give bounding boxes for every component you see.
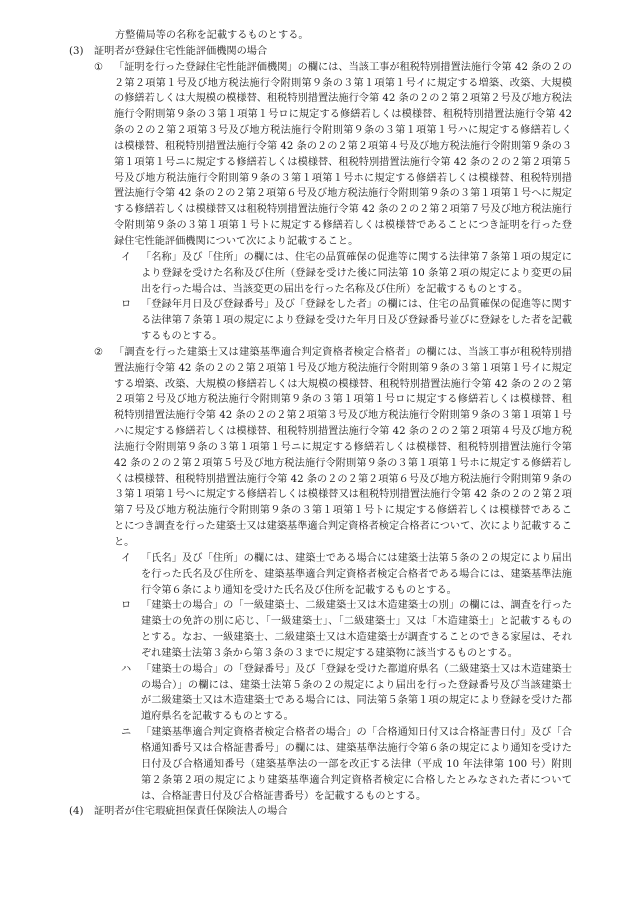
subitem-marker: イ — [121, 251, 132, 263]
subitem-marker: ロ — [121, 299, 132, 311]
continuation-line: 方整備局等の名称を記載するものとする。 — [115, 30, 309, 41]
subitem-text: 「建築士の場合」の「一級建築士、二級建築士又は木造建築士の別」の欄には、調査を行った建築士の免許の別に応じ、「一級建築士」、「二級建築士」又は「木造建築士」と記載するものとする。なお、一級建築士、二級建築士又は木造建築士が調査することのできる家屋は、それぞれ建築士法第３条から第３条の３までに規定する建築物に該当するものとする。 — [141, 600, 572, 659]
subitem-2-i — [121, 551, 572, 599]
item-1 — [94, 60, 572, 250]
section-heading-text: 証明者が住宅瑕疵担保責任保険法人の場合 — [94, 806, 288, 818]
item-2 — [94, 345, 572, 551]
item-marker: ① — [94, 61, 104, 73]
item-text: 「調査を行った建築士又は建築基準適合判定資格者検定合格者」の欄には、当該工事が租税特別措置法施行令第 42 条の２の２第２項第１号及び地方税法施行令附則第９条の３第１項第１号イに規定する増築、改築、大規模の修繕若しくは大規模の模様替、租税特別措置法施行令第 42 条の２の２第２項第２号及び地方税法施行令附則第９条の３第１項第１号ロに規定する修繕若しくは模様替、租税特別措置法施行令第 42 条の２の２第２項第３号及び地方税法施行令附則第９条の３第１項第１号ハに規定する修繕若しくは模様替、租税特別措置法施行令第 42 条の２の２第２項第４号及び地方税法施行令附則第９条の３第１項第１号ニに規定する修繕若しくは模様替、租税特別措置法施行令第 42 条の２の２第２項第５号及び地方税法施行令附則第９条の３第１項第１号ホに規定する修繕若しくは模様替、租税特別措置法施行令第 42 条の２の２第２項第６号及び地方税法施行令附則第９条の３第１項第１号へに規定する修繕若しくは模様替又は租税特別措置法施行令第 42 条の２の２第２項第７号及び地方税法施行令附則第９条の３第１項第１号トに規定する修繕若しくは模様替であることにつき調査を行った建築士又は建築基準適合判定資格者検定合格者について、次により記載すること。 — [114, 346, 572, 548]
section-marker: (3) — [69, 45, 84, 57]
item-marker: ② — [94, 346, 104, 358]
subitem-1-ro — [121, 297, 572, 345]
subitem-marker: ハ — [121, 663, 132, 675]
subitem-2-ro — [121, 598, 572, 661]
subitem-marker: ロ — [121, 600, 132, 612]
subitem-2-ni — [121, 725, 572, 804]
subitem-marker: ニ — [121, 727, 132, 739]
subitem-2-ha — [121, 662, 572, 725]
item-text: 「証明を行った登録住宅性能評価機関」の欄には、当該工事が租税特別措置法施行令第 42 条の２の２第２項第１号及び地方税法施行令附則第９条の３第１項第１号イに規定する増築、改築、大規模の修繕若しくは大規模の模様替、租税特別措置法施行令第 42 条の２の２第２項第２号及び地方税法施行令附則第９条の３第１項第１号ロに規定する修繕若しくは模様替、租税特別措置法施行令第 42 条の２の２第２項第３号及び地方税法施行令附則第９条の３第１項第１号ハに規定する修繕若しくは模様替、租税特別措置法施行令第 42 条の２の２第２項第４号及び地方税法施行令附則第９条の３第１項第１号ニに規定する修繕若しくは模様替、租税特別措置法施行令第 42 条の２の２第２項第５号及び地方税法施行令附則第９条の３第１項第１号ホに規定する修繕若しくは模様替、租税特別措置法施行令第 42 条の２の２第２項第６号及び地方税法施行令附則第９条の３第１項第１号へに規定する修繕若しくは模様替又は租税特別措置法施行令第 42 条の２の２第２項第７号及び地方税法施行令附則第９条の３第１項第１号トに規定する修繕若しくは模様替であることにつき証明を行った登録住宅性能評価機関について次により記載すること。 — [114, 61, 572, 247]
section-heading-4 — [69, 804, 572, 820]
subitem-text: 「建築基準適合判定資格者検定合格者の場合」の「合格通知日付又は合格証書日付」及び「合格通知番号又は合格証書番号」の欄には、建築基準法施行令第６条の規定により通知を受けた日付及び合格通知番号（建築基準法の一部を改正する法律（平成 10 年法律第 100 号）附則第２条第２項の規定により建築基準適合判定資格者検定に合格したとみなされた者については、合格証書日付及び合格証書番号）を記載するものとする。 — [141, 727, 572, 802]
section-heading-3 — [69, 44, 572, 60]
section-heading-text: 証明者が登録住宅性能評価機関の場合 — [94, 45, 268, 57]
subitem-1-i — [121, 250, 572, 298]
subitem-text: 「建築士の場合」の「登録番号」及び「登録を受けた都道府県名（二級建築士又は木造建築士の場合）」の欄には、建築士法第５条の２の規定により届出を行った登録番号及び当該建築士が二級建築士又は木造建築士である場合には、同法第５条第１項の規定により登録を受けた都道府県名を記載するものとする。 — [141, 663, 572, 723]
subitem-text: 「名称」及び「住所」の欄には、住宅の品質確保の促進等に関する法律第７条第１項の規定により登録を受けた名称及び住所（登録を受けた後に同法第 10 条第２項の規定により変更の届出を行った場合は、当該変更の届出を行った名称及び住所）を記載するものとする。 — [141, 251, 572, 295]
subitem-text: 「氏名」及び「住所」の欄には、建築士である場合には建築士法第５条の２の規定により届出を行った氏名及び住所を、建築基準適合判定資格者検定合格者である場合には、建築基準法施行令第６条により通知を受けた氏名及び住所を記載するものとする。 — [141, 552, 572, 596]
section-marker: (4) — [69, 806, 84, 818]
subitem-text: 「登録年月日及び登録番号」及び「登録をした者」の欄には、住宅の品質確保の促進等に関する法律第７条第１項の規定により登録を受けた年月日及び登録番号並びに登録をした者を記載するものとする。 — [141, 299, 572, 343]
subitem-marker: イ — [121, 552, 132, 564]
document-page — [0, 28, 630, 820]
